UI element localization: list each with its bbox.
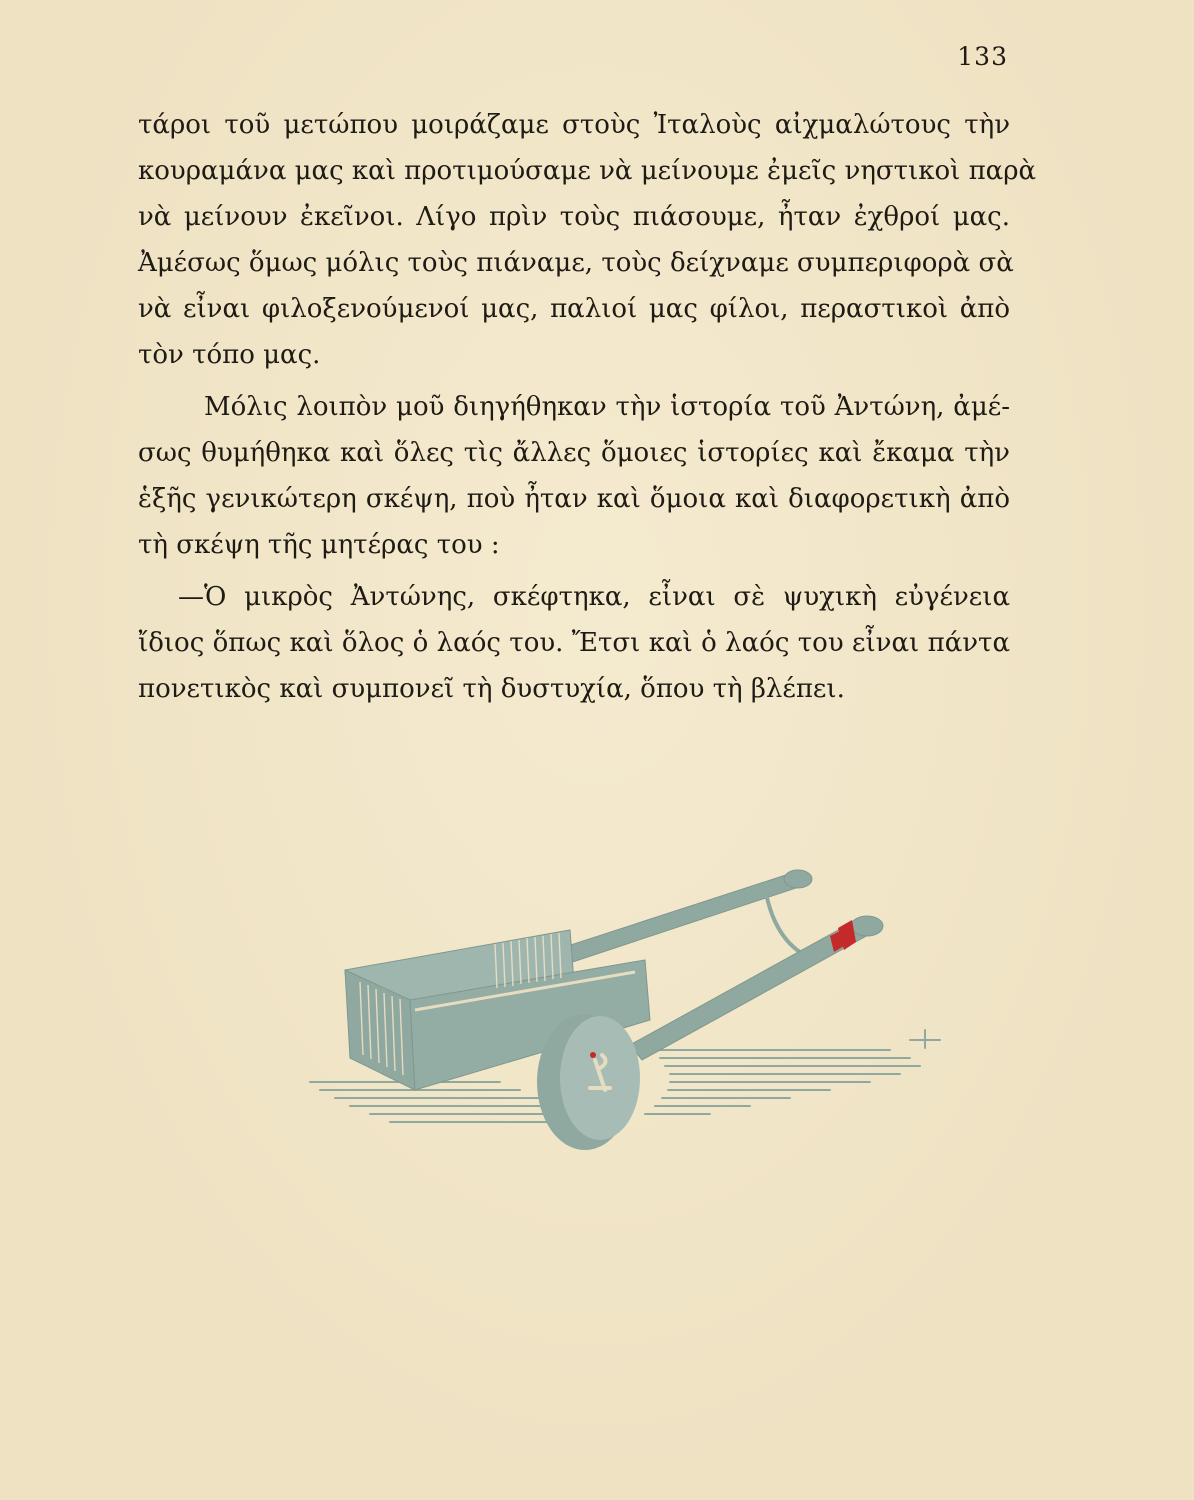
- text-line: πονετικὸς καὶ συμπονεῖ τὴ δυστυχία, ὅπου τὴ βλέπει.: [138, 674, 845, 704]
- paragraph-3: [138, 574, 1010, 712]
- text-line: Μόλις λοιπὸν μοῦ διηγήθηκαν τὴν ἱστορία τοῦ Ἀντώνη, ἀμέ-: [204, 392, 1010, 422]
- text-line: κουραμάνα μας καὶ προτιμούσαμε νὰ μείνουμε ἐμεῖς νηστικοὶ παρὰ: [138, 156, 1037, 186]
- text-line: τὸν τόπο μας.: [138, 340, 321, 370]
- page-number: 133: [957, 42, 1008, 71]
- handcart-icon: [250, 850, 950, 1180]
- text-line: τάροι τοῦ μετώπου μοιράζαμε στοὺς Ἰταλοὺς αἰχμαλώτους τὴν: [138, 110, 1010, 140]
- text-line: ἴδιος ὅπως καὶ ὅλος ὁ λαός του. Ἔτσι καὶ ὁ λαός του εἶναι πάντα: [138, 628, 1010, 658]
- paragraph-1: [138, 102, 1037, 378]
- text-line: νὰ μείνουν ἐκεῖνοι. Λίγο πρὶν τοὺς πιάσουμε, ἦταν ἐχθροί μας.: [138, 202, 1010, 232]
- body-text: [138, 102, 1037, 712]
- text-line: Ἀμέσως ὅμως μόλις τοὺς πιάναμε, τοὺς δείχναμε συμπεριφορὰ σὰ: [138, 248, 1014, 278]
- paragraph-2: [138, 384, 1010, 568]
- cart-wheel: [537, 1014, 640, 1150]
- text-line: σως θυμήθηκα καὶ ὅλες τὶς ἄλλες ὅμοιες ἱστορίες καὶ ἔκαμα τὴν: [138, 438, 1010, 468]
- text-line: νὰ εἶναι φιλοξενούμενοί μας, παλιοί μας φίλοι, περαστικοὶ ἀπὸ: [138, 294, 1010, 324]
- text-line: —Ὁ μικρὸς Ἀντώνης, σκέφτηκα, εἶναι σὲ ψυχικὴ εὐγένεια: [178, 582, 1010, 612]
- text-line: τὴ σκέψη τῆς μητέρας του :: [138, 530, 500, 560]
- text-line: ἑξῆς γενικώτερη σκέψη, ποὺ ἦταν καὶ ὅμοια καὶ διαφορετικὴ ἀπὸ: [138, 484, 1010, 514]
